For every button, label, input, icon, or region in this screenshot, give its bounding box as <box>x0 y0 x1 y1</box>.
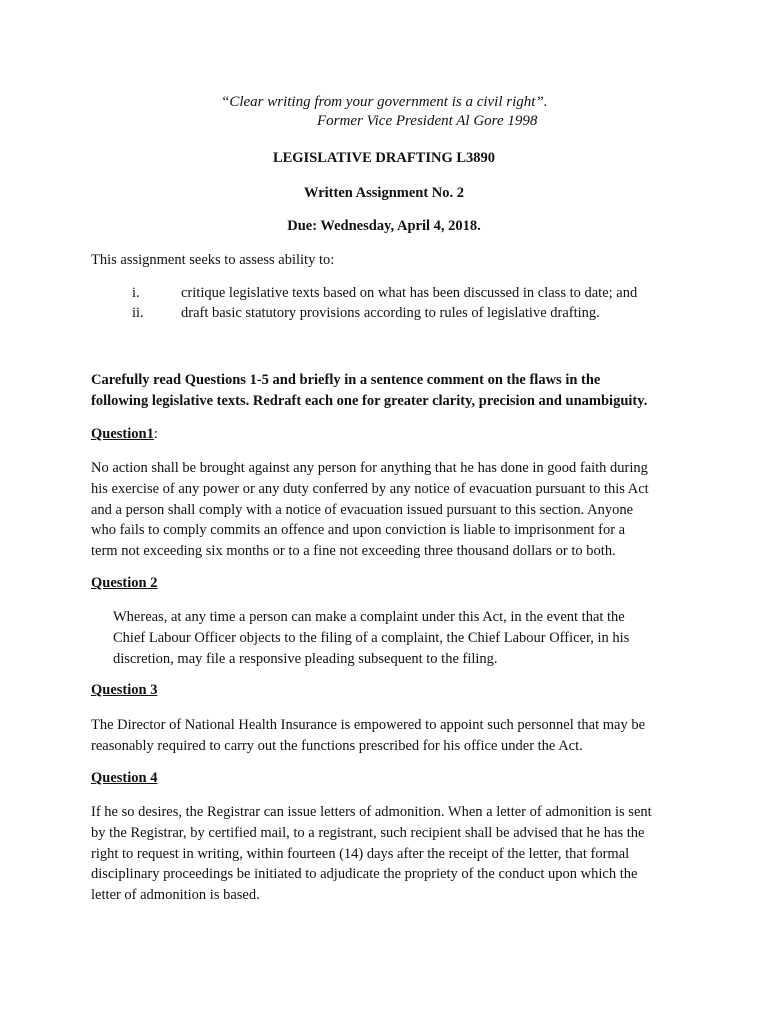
question-heading-label: Question 3 <box>91 682 158 698</box>
instruction-line: following legislative texts. Redraft each one for greater clarity, precision and unambiguity. <box>91 393 648 409</box>
list-item-number: ii. <box>132 305 144 321</box>
body-line: discretion, may file a responsive pleading subsequent to the filing. <box>113 650 498 667</box>
body-line: reasonably required to carry out the functions prescribed for his office under the Act. <box>91 737 583 754</box>
question-heading <box>91 575 157 592</box>
body-line: letter of admonition is based. <box>91 887 260 904</box>
question-heading-label: Question 2 <box>91 575 158 591</box>
body-line: term not exceeding six months or to a fine not exceeding three thousand dollars or to both. <box>91 543 616 560</box>
body-line: disciplinary proceedings be initiated to adjudicate the propriety of the conduct upon which the <box>91 866 638 883</box>
question-heading-label: Question1 <box>91 426 154 442</box>
question-body <box>91 802 652 906</box>
instruction-line: Carefully read Questions 1-5 and briefly in a sentence comment on the flaws in the <box>91 372 601 388</box>
question-body <box>113 607 629 669</box>
body-line: If he so desires, the Registrar can issue letters of admonition. When a letter of admonition is sent <box>91 804 652 820</box>
assignment-title: Written Assignment No. 2 <box>303 185 465 201</box>
intro-text: This assignment seeks to assess ability to: <box>91 252 335 268</box>
course-title: LEGISLATIVE DRAFTING L3890 <box>272 150 496 166</box>
body-line: Chief Labour Officer objects to the filing of a complaint, the Chief Labour Officer, in his <box>113 629 630 646</box>
body-line: who fails to comply commits an offence and upon conviction is liable to imprisonment for a <box>91 522 626 539</box>
body-line: and a person shall comply with a notice of evacuation issued pursuant to this section. Anyone <box>91 501 634 518</box>
due-date: Due: Wednesday, April 4, 2018. <box>287 218 481 234</box>
body-line: right to request in writing, within fourteen (14) days after the receipt of the letter, that formal <box>91 845 630 862</box>
epigraph-quote: “Clear writing from your government is a civil right”. <box>221 94 548 110</box>
list-item-text: draft basic statutory provisions according to rules of legislative drafting. <box>181 305 600 321</box>
question-heading <box>91 426 158 443</box>
question-heading <box>91 682 157 699</box>
body-line: No action shall be brought against any person for anything that he has done in good faith during <box>91 460 648 476</box>
question-body <box>91 715 645 757</box>
body-line: Whereas, at any time a person can make a complaint under this Act, in the event that the <box>113 609 625 625</box>
body-line: The Director of National Health Insurance is empowered to appoint such personnel that may be <box>91 717 646 733</box>
question-heading-suffix: : <box>153 426 158 442</box>
body-line: by the Registrar, by certified mail, to a registrant, such recipient shall be advised that he has the <box>91 824 645 841</box>
list-item-text: critique legislative texts based on what has been discussed in class to date; and <box>181 285 638 301</box>
question-heading <box>91 770 157 787</box>
question-heading-label: Question 4 <box>91 770 158 786</box>
list-item-number: i. <box>132 285 140 301</box>
question-body <box>91 458 649 562</box>
epigraph-attribution: Former Vice President Al Gore 1998 <box>317 113 538 129</box>
body-line: his exercise of any power or any duty conferred by any notice of evacuation pursuant to this Act <box>91 480 649 497</box>
